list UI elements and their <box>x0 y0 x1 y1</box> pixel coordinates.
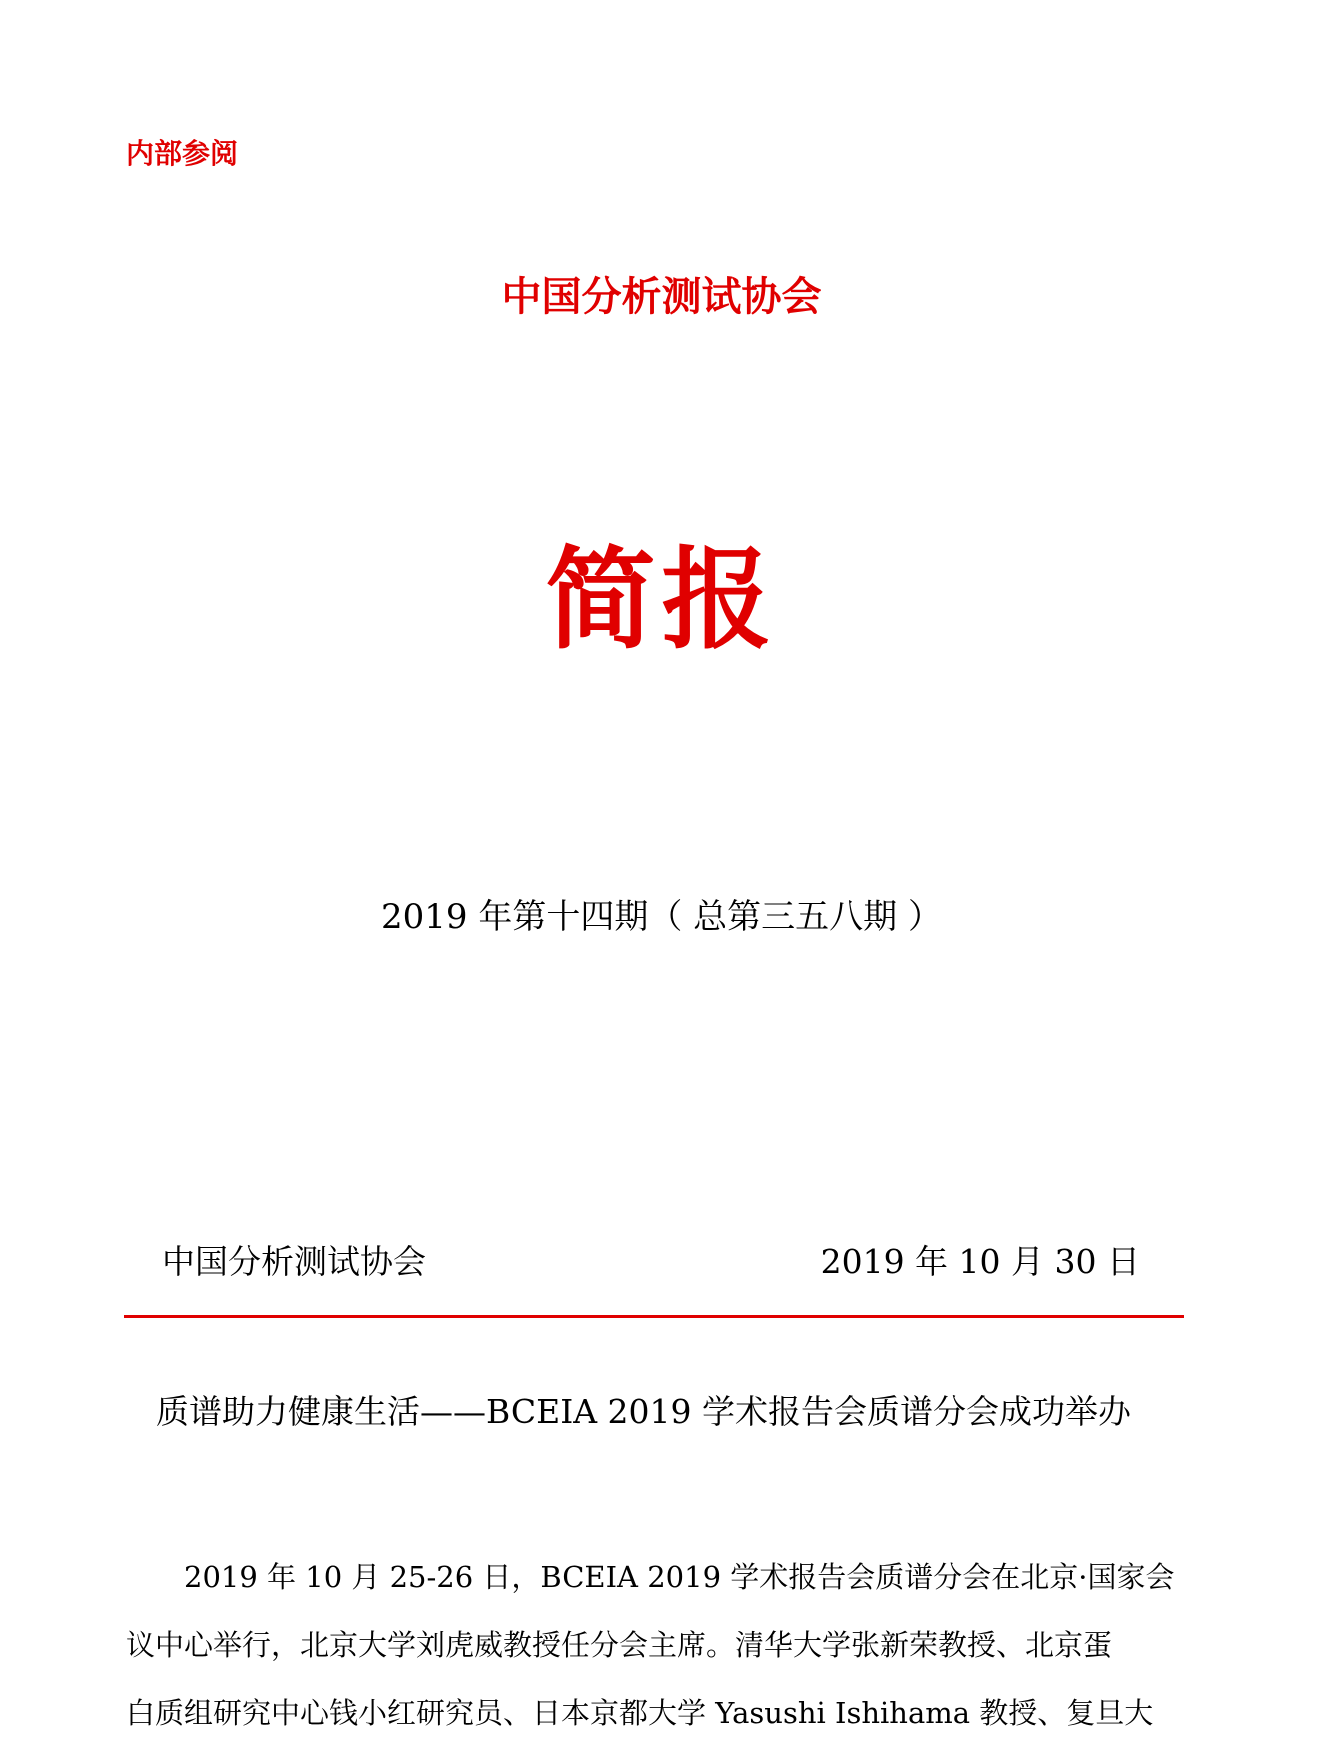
confidential-label: 内部参阅 <box>126 137 239 170</box>
brief-title: 简报 <box>545 535 778 664</box>
body-line: 白质组研究中心钱小红研究员、日本京都大学 Yasushi Ishihama 教授、复旦大 <box>126 1696 1154 1730</box>
org-title: 中国分析测试协会 <box>501 274 822 320</box>
publisher-name: 中国分析测试协会 <box>162 1242 426 1281</box>
article-body <box>126 1543 1188 1747</box>
header-divider <box>124 1315 1184 1318</box>
body-line: 2019 年 10 月 25-26 日，BCEIA 2019 学术报告会质谱分会在北京·国家会 <box>184 1560 1175 1594</box>
body-line: 议中心举行，北京大学刘虎威教授任分会主席。清华大学张新荣教授、北京蛋 <box>126 1628 1113 1662</box>
issue-number: 2019 年第十四期（ 总第三五八期 ） <box>381 897 942 937</box>
article-title: 质谱助力健康生活——BCEIA 2019 学术报告会质谱分会成功举办 <box>156 1392 1132 1431</box>
publication-date: 2019 年 10 月 30 日 <box>820 1242 1140 1281</box>
